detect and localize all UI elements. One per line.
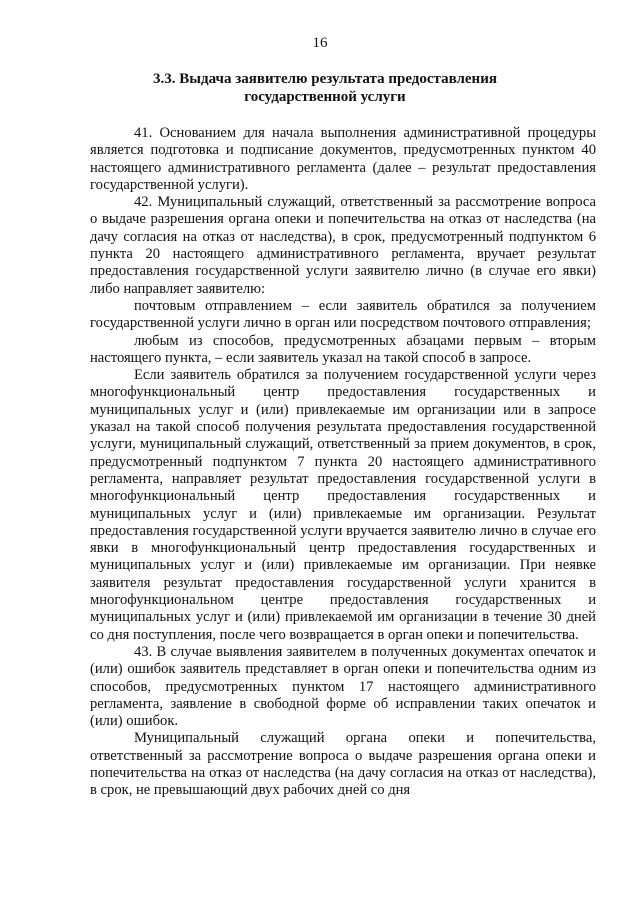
page-number: 16: [312, 35, 328, 51]
paragraph-42: 42. Муниципальный служащий, ответственный за рассмотрение вопроса о выдаче разрешения органа опеки и попечительства на отказ от наследства (на дачу согласия на отказ от наследства), в срок, предусмотренный подпунктом 6 пункта 20 настоящего административного регламента, вручает результат предоставления государственной услуги заявителю лично (в случае его явки) либо направляет заявителю:: [90, 194, 596, 297]
section-title: [120, 70, 530, 106]
paragraph-municipal-officer: Муниципальный служащий органа опеки и попечительства, ответственный за рассмотрение вопроса о выдаче разрешения органа опеки и попечительства на отказ от наследства (на дачу согласия на отказ от наследства), в срок, не превышающий двух рабочих дней со дня: [90, 730, 596, 799]
paragraph-mfc: Если заявитель обратился за получением государственной услуги через многофункциональный центр предоставления государственных и муниципальных услуг и (или) привлекаемые им организации или в запросе указал на такой способ получения результата предоставления государственной услуги, муниципальный служащий, ответственный за прием документов, в срок, предусмотренный подпунктом 7 пункта 20 настоящего административного регламента, направляет результат предоставления государственной услуги в многофункциональный центр предоставления государственных и муниципальных услуг и (или) привлекаемые им организации. Результат предоставления государственной услуги вручается заявителю лично в случае его явки в многофункциональный центр предоставления государственных и муниципальных услуг и (или) привлекаемые им организации. При неявке заявителя результат предоставления государственной услуги хранится в многофункциональном центре предоставления государственных и муниципальных услуг и (или) привлекаемой им организации в течение 30 дней со дня поступления, после чего возвращается в орган опеки и попечительства.: [90, 367, 596, 643]
section-title-line-1: 3.3. Выдача заявителю результата предоставления: [153, 71, 497, 87]
paragraph-postal-option: почтовым отправлением – если заявитель обратился за получением государственной услуги лично в орган или посредством почтового отправления;: [90, 297, 596, 332]
paragraph-43: 43. В случае выявления заявителем в полученных документах опечаток и (или) ошибок заявитель представляет в орган опеки и попечительства одним из способов, предусмотренных пунктом 17 настоящего административного регламента, заявление в свободной форме об исправлении таких опечаток и (или) ошибок.: [90, 643, 596, 730]
document-body: [90, 125, 596, 800]
section-title-line-2: государственной услуги: [244, 89, 406, 105]
paragraph-41: 41. Основанием для начала выполнения административной процедуры является подготовка и подписание документов, предусмотренных пунктом 40 настоящего административного регламента (далее – результат предоставления государственной услуги).: [90, 125, 596, 193]
paragraph-any-option: любым из способов, предусмотренных абзацами первым – вторым настоящего пункта, – если заявитель указал на такой способ в запросе.: [90, 332, 596, 366]
